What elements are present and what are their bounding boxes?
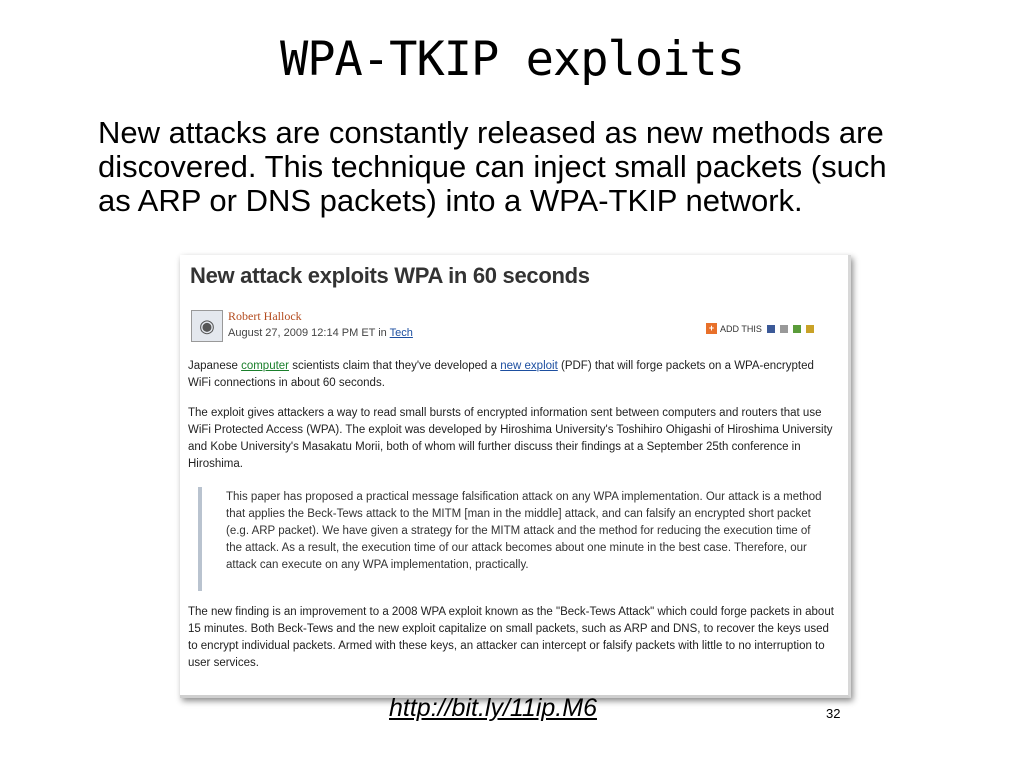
article-paragraph-1 — [188, 358, 836, 392]
article-date — [228, 327, 413, 339]
addthis-plus-icon: + — [706, 323, 717, 334]
p1-text-b: scientists claim that they've developed a — [289, 360, 501, 372]
article-blockquote: This paper has proposed a practical message falsification attack on any WPA implementation. Our attack is a method that applies the Beck-Tews attack to the MITM [man in the middle] attack, and can falsify an encrypted short packet (e.g. ARP packet). We have given a strategy for the MITM attack and the method for reducing the execution time of the attack. As a result, the execution time of our attack becomes about one minute in the best case. Therefore, our attack can execute on any WPA implementation, practically. — [226, 491, 822, 571]
share-service-icon[interactable] — [793, 325, 801, 333]
computer-link[interactable]: computer — [241, 360, 290, 372]
addthis-label: ADD THIS — [720, 323, 762, 334]
wikipedia-globe-icon: ◉ — [191, 310, 223, 342]
share-service-icon[interactable] — [806, 325, 814, 333]
article-headline: New attack exploits WPA in 60 seconds — [190, 263, 590, 288]
article-clipping — [180, 255, 851, 698]
new-exploit-link[interactable]: new exploit — [500, 360, 558, 372]
category-link[interactable]: Tech — [389, 327, 413, 339]
p1-text-c: (PDF) that will forge packets on a WPA-encrypted WiFi connections in about 60 seconds. — [188, 360, 814, 389]
share-service-icon[interactable] — [780, 325, 788, 333]
article-date-text: August 27, 2009 12:14 PM ET in — [228, 327, 390, 339]
slide-title: WPA-TKIP exploits — [279, 32, 745, 87]
article-author[interactable]: Robert Hallock — [228, 309, 302, 323]
article-paragraph-2: The exploit gives attackers a way to read small bursts of encrypted information sent between computers and routers that use WiFi Protected Access (WPA). The exploit was developed by Hiroshima University's Toshihiro Ohigashi of Hiroshima University and Kobe University's Masakatu Morii, both of whom will further discuss their findings at a September 25th conference in Hiroshima. — [188, 407, 833, 470]
addthis-button[interactable] — [706, 323, 814, 334]
page-number: 32 — [826, 706, 841, 721]
p1-text-a: Japanese — [188, 360, 242, 372]
source-url-link[interactable]: http://bit.ly/11ip.M6 — [389, 694, 597, 722]
share-service-icons[interactable] — [767, 325, 775, 333]
slide-body-text: New attacks are constantly released as new methods are discovered. This technique can inject small packets (such as ARP or DNS packets) into a WPA-TKIP network. — [98, 115, 887, 218]
quote-bar — [198, 487, 202, 591]
article-paragraph-3: The new finding is an improvement to a 2008 WPA exploit known as the "Beck-Tews Attack" which could forge packets in about 15 minutes. Both Beck-Tews and the new exploit capitalize on small packets, such as ARP and DNS, to recover the keys used to encrypt individual packets. Armed with these keys, an attacker can intercept or falsify packets with little to no interruption to user services. — [188, 606, 834, 669]
